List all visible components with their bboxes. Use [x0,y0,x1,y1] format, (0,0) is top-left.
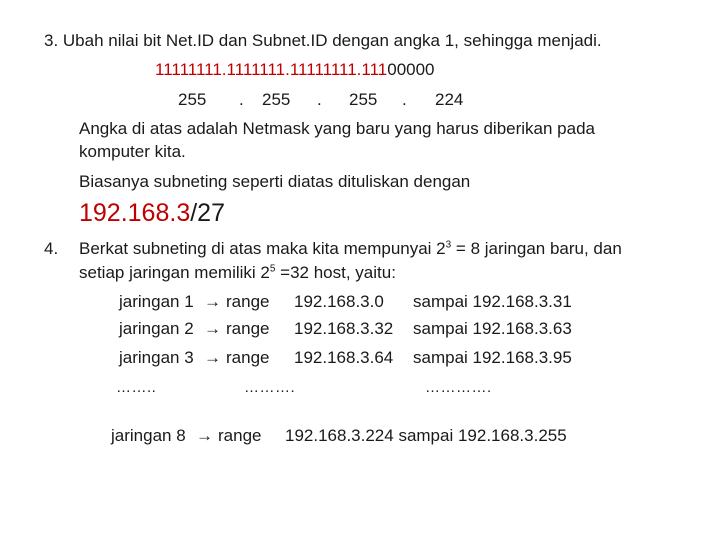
exponent-3: 3 [445,239,452,251]
range-start: 192.168.3.0 [294,292,384,311]
range-end: sampai 192.168.3.95 [413,348,572,367]
ellipsis-3: …………. [425,379,492,396]
exponent-5: 5 [269,263,276,275]
octet-2: 255 [262,90,291,109]
binary-zeros: 00000 [387,60,435,79]
item4-line-1: Berkat subneting di atas maka kita mempunyai $2^3 = 8$ jaringan baru, dan [79,239,622,258]
arrow-right-icon: → [204,292,221,311]
range-start: 192.168.3.64 [294,348,394,367]
arrow-right-icon: → [204,348,221,367]
range-label: range [226,348,270,367]
arrow-right-icon: → [196,426,213,445]
item4-number: 4. [44,239,59,258]
ellipsis-2: ………. [244,379,296,396]
item3-heading: 3. Ubah nilai bit Net.ID dan Subnet.ID dengan angka 1, sehingga menjadi. [44,31,602,50]
binary-netmask [155,59,435,81]
network-name: jaringan 1 [119,292,194,311]
octet-1: 255 [178,90,207,109]
range-end: sampai 192.168.3.63 [413,319,572,338]
ellipsis-1: …….. [116,379,157,396]
explain-line-1: Angka di atas adalah Netmask yang baru yang harus diberikan pada [79,119,596,138]
item4-line-2: setiap jaringan memiliki $2^5 =32$ host, yaitu: [79,263,396,282]
dot-3: . [402,90,407,109]
range-text: 192.168.3.224 sampai 192.168.3.255 [285,426,567,445]
octet-4: 224 [435,90,464,109]
range-end: sampai 192.168.3.31 [413,292,572,311]
network-name: jaringan 8 [111,426,186,445]
explain-line-3: Biasanya subneting seperti diatas dituliskan dengan [79,172,471,191]
explain-line-2: komputer kita. [79,142,186,161]
cidr-notation [79,198,225,228]
binary-ones: 11111111.1111111.11111111.111 [155,60,388,79]
range-label: range [226,292,270,311]
arrow-right-icon: → [204,319,221,338]
cidr-prefix: /27 [190,199,225,227]
range-label: range [218,426,262,445]
dot-2: . [317,90,322,109]
cidr-address: 192.168.3 [79,199,191,227]
range-label: range [226,319,270,338]
dot-1: . [239,90,244,109]
network-name: jaringan 3 [119,348,194,367]
network-name: jaringan 2 [119,319,194,338]
range-start: 192.168.3.32 [294,319,394,338]
octet-3: 255 [349,90,378,109]
